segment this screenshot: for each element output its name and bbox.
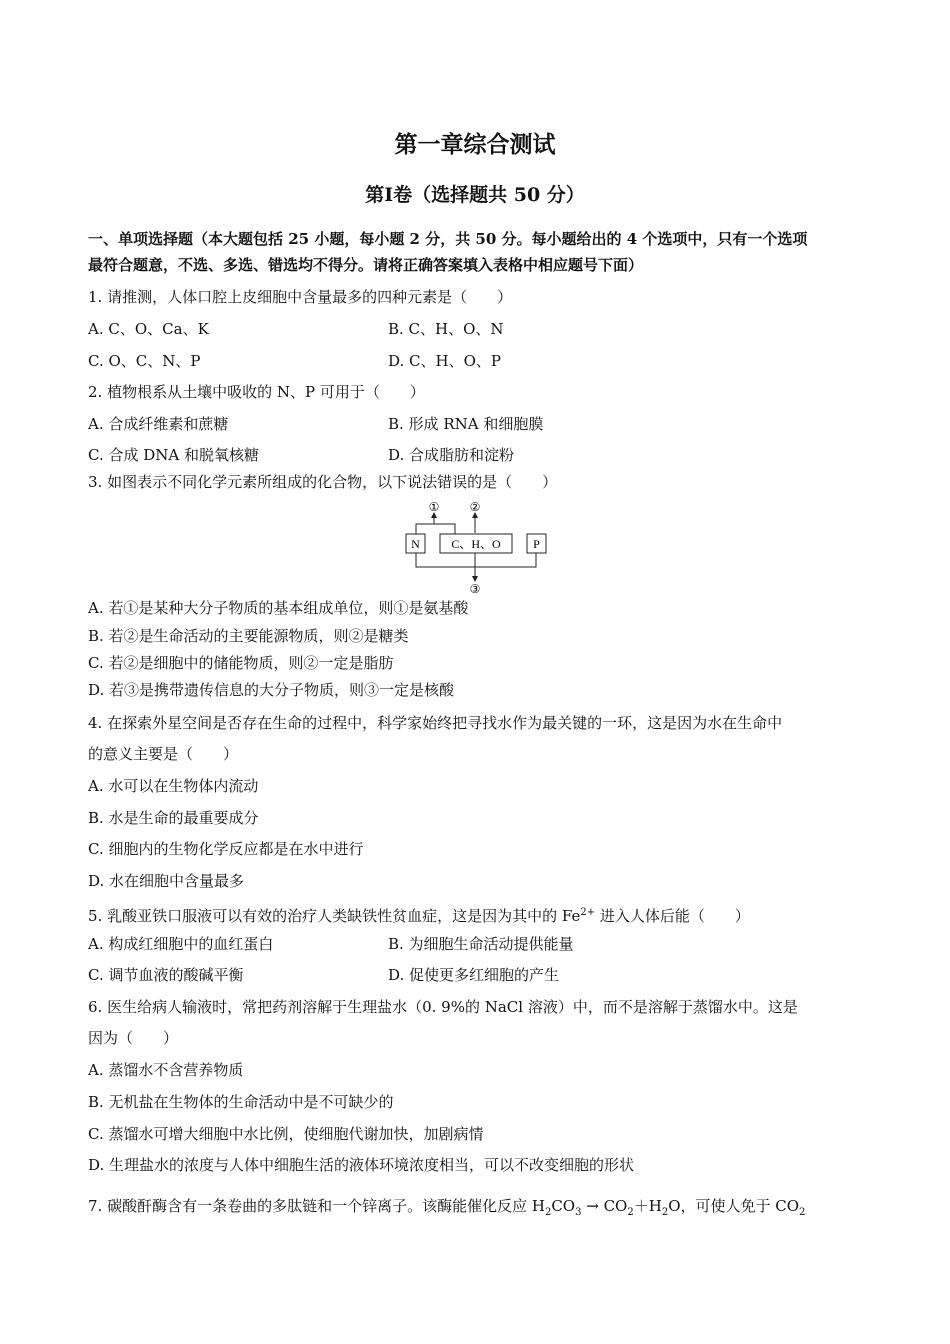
q1-option-c: C. O、C、N、P bbox=[88, 352, 201, 370]
q5-option-a: A. 构成红细胞中的血红蛋白 bbox=[88, 935, 274, 953]
q6-option-c: C. 蒸馏水可增大细胞中水比例，使细胞代谢加快，加剧病情 bbox=[88, 1125, 484, 1143]
q2-option-b: B. 形成 RNA 和细胞膜 bbox=[388, 415, 544, 433]
q4-option-d: D. 水在细胞中含量最多 bbox=[88, 872, 245, 890]
q5-option-b: B. 为细胞生命活动提供能量 bbox=[388, 935, 574, 953]
q3-option-c: C. 若②是细胞中的储能物质，则②一定是脂肪 bbox=[88, 654, 394, 672]
q7-text: ＋H bbox=[633, 1197, 662, 1215]
q7-text: CO bbox=[551, 1197, 576, 1215]
q3-option-a: A. 若①是某种大分子物质的基本组成单位，则①是氨基酸 bbox=[88, 599, 469, 617]
q3-option-d: D. 若③是携带遗传信息的大分子物质，则③一定是核酸 bbox=[88, 681, 455, 699]
q7-sub: 2 bbox=[627, 1207, 634, 1218]
q5-stem bbox=[88, 903, 750, 926]
q2-option-c: C. 合成 DNA 和脱氧核糖 bbox=[88, 446, 259, 464]
q6-option-d: D. 生理盐水的浓度与人体中细胞生活的液体环境浓度相当，可以不改变细胞的形状 bbox=[88, 1156, 635, 1174]
q4-stem-line-2: 的意义主要是（ ） bbox=[88, 745, 239, 763]
q1-stem: 1. 请推测，人体口腔上皮细胞中含量最多的四种元素是（ ） bbox=[88, 288, 513, 306]
q3-option-b: B. 若②是生命活动的主要能源物质，则②是糖类 bbox=[88, 627, 409, 645]
section-title: 第Ⅰ卷（选择题共 50 分） bbox=[365, 184, 585, 206]
q1-option-d: D. C、H、O、P bbox=[388, 352, 501, 370]
q7-stem bbox=[88, 1196, 805, 1223]
label-1: ① bbox=[428, 500, 440, 514]
q2-option-d: D. 合成脂肪和淀粉 bbox=[388, 446, 515, 464]
q3-stem: 3. 如图表示不同化学元素所组成的化合物，以下说法错误的是（ ） bbox=[88, 473, 558, 491]
q6-stem-line-1: 6. 医生给病人输液时，常把药剂溶解于生理盐水（0. 9%的 NaCl 溶液）中，而不是溶解于蒸馏水中。这是 bbox=[88, 998, 798, 1016]
q7-sub: 2 bbox=[661, 1207, 669, 1218]
q4-option-b: B. 水是生命的最重要成分 bbox=[88, 809, 259, 827]
q4-stem-line-1: 4. 在探索外星空间是否存在生命的过程中，科学家始终把寻找水作为最关键的一环，这是因为水在生命中 bbox=[88, 714, 783, 732]
q7-text: 7. 碳酸酐酶含有一条卷曲的多肽链和一个锌离子。该酶能催化反应 H bbox=[88, 1197, 545, 1215]
q7-sub: 3 bbox=[575, 1207, 582, 1218]
q1-option-a: A. C、O、Ca、K bbox=[88, 320, 209, 338]
box-p-label: P bbox=[533, 537, 540, 551]
instructions-line-1: 一、单项选择题（本大题包括 25 小题，每小题 2 分，共 50 分。每小题给出的 4 个选项中，只有一个选项 bbox=[88, 230, 808, 248]
label-2: ② bbox=[469, 500, 481, 514]
q5-option-c: C. 调节血液的酸碱平衡 bbox=[88, 966, 244, 984]
q2-option-a: A. 合成纤维素和蔗糖 bbox=[88, 415, 229, 433]
q5-stem-post: 进入人体后能（ ） bbox=[595, 907, 750, 925]
q6-stem-line-2: 因为（ ） bbox=[88, 1029, 179, 1047]
q4-option-a: A. 水可以在生物体内流动 bbox=[88, 777, 259, 795]
q5-ion-charge: 2+ bbox=[580, 907, 596, 918]
q7-sub: 2 bbox=[544, 1207, 552, 1218]
q7-text: O，可使人免于 CO bbox=[668, 1197, 800, 1215]
q5-option-d: D. 促使更多红细胞的产生 bbox=[388, 966, 560, 984]
q7-arrow: → CO bbox=[581, 1197, 628, 1215]
q1-option-b: B. C、H、O、N bbox=[388, 320, 504, 338]
box-n-label: N bbox=[411, 537, 420, 551]
q2-stem: 2. 植物根系从土壤中吸收的 N、P 可用于（ ） bbox=[88, 383, 425, 401]
q5-stem-pre: 5. 乳酸亚铁口服液可以有效的治疗人类缺铁性贫血症，这是因为其中的 Fe bbox=[88, 907, 581, 925]
box-chno-label: C、H、O bbox=[451, 537, 501, 551]
q7-sub: 2 bbox=[799, 1207, 806, 1218]
q4-option-c: C. 细胞内的生物化学反应都是在水中进行 bbox=[88, 840, 364, 858]
page-title: 第一章综合测试 bbox=[394, 131, 556, 158]
q6-option-b: B. 无机盐在生物体的生命活动中是不可缺少的 bbox=[88, 1093, 394, 1111]
element-compound-diagram bbox=[400, 497, 555, 597]
q6-option-a: A. 蒸馏水不含营养物质 bbox=[88, 1061, 244, 1079]
instructions-line-2: 最符合题意，不选、多选、错选均不得分。请将正确答案填入表格中相应题号下面） bbox=[88, 256, 644, 274]
label-3: ③ bbox=[469, 582, 481, 596]
